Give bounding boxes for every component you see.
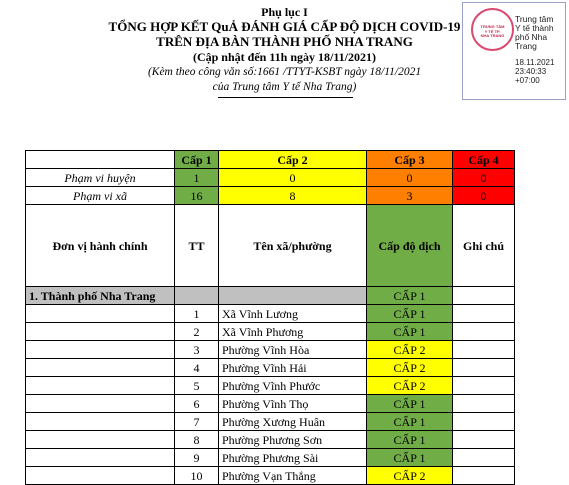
summary-value-level-3: 0	[367, 169, 453, 187]
table-row	[26, 449, 515, 467]
summary-value-level-1: 16	[175, 187, 219, 205]
table-row	[26, 431, 515, 449]
summary-value-level-4: 0	[453, 169, 515, 187]
ward-name-cell: Phường Xương Huân	[219, 413, 367, 431]
reference-line-2: của Trung tâm Y tế Nha Trang)	[212, 81, 357, 93]
section-note	[453, 287, 515, 305]
ward-name-cell: Phường Phương Sài	[219, 449, 367, 467]
unit-cell	[26, 341, 175, 359]
stamp-date: 18.11.2021	[515, 58, 555, 67]
tt-cell: 4	[175, 359, 219, 377]
section-level: CẤP 1	[367, 287, 453, 305]
document-subtitle: TRÊN ĐỊA BÀN THÀNH PHỐ NHA TRANG	[156, 34, 413, 49]
summary-value-level-3: 3	[367, 187, 453, 205]
tt-cell: 5	[175, 377, 219, 395]
ward-name-cell: Phường Phương Sơn	[219, 431, 367, 449]
ward-name-cell: Phường Vĩnh Thọ	[219, 395, 367, 413]
update-note: (Cập nhật đến 11h ngày 18/11/2021)	[192, 50, 377, 64]
ward-name-cell: Phường Vĩnh Phước	[219, 377, 367, 395]
note-cell	[453, 359, 515, 377]
table-row	[26, 413, 515, 431]
tt-cell: 10	[175, 467, 219, 485]
ward-name-cell: Phường Vạn Thắng	[219, 467, 367, 485]
tt-cell: 1	[175, 305, 219, 323]
summary-header-row	[26, 151, 515, 169]
note-cell	[453, 341, 515, 359]
tt-cell: 7	[175, 413, 219, 431]
table-row	[26, 395, 515, 413]
table-row	[26, 305, 515, 323]
stamp-org-line: Trung tâm	[515, 14, 554, 24]
note-cell	[453, 449, 515, 467]
stamp-org-line: Trang	[515, 41, 537, 51]
level-2-header: Cấp 2	[219, 151, 367, 169]
tt-cell: 8	[175, 431, 219, 449]
stamp-timestamp	[515, 58, 567, 85]
unit-cell	[26, 449, 175, 467]
covid-level-table	[25, 150, 515, 485]
appendix-label: Phụ lục I	[261, 5, 308, 19]
level-4-header: Cấp 4	[453, 151, 515, 169]
note-cell	[453, 413, 515, 431]
unit-cell	[26, 359, 175, 377]
level-cell: CẤP 1	[367, 395, 453, 413]
level-1-header: Cấp 1	[175, 151, 219, 169]
section-name: 1. Thành phố Nha Trang	[26, 287, 175, 305]
note-cell	[453, 305, 515, 323]
header-divider	[218, 97, 353, 98]
level-3-header: Cấp 3	[367, 151, 453, 169]
level-cell: CẤP 1	[367, 431, 453, 449]
ward-name-cell: Xã Vĩnh Lương	[219, 305, 367, 323]
summary-row-district	[26, 169, 515, 187]
level-cell: CẤP 2	[367, 467, 453, 485]
unit-cell	[26, 413, 175, 431]
unit-cell	[26, 431, 175, 449]
level-cell: CẤP 1	[367, 323, 453, 341]
level-cell: CẤP 1	[367, 449, 453, 467]
note-cell	[453, 323, 515, 341]
stamp-timezone: +07:00	[515, 76, 540, 85]
column-header-tt: TT	[175, 205, 219, 287]
seal-text: TRUNG TÂM Y TẾ TP. NHA TRANG	[480, 24, 505, 38]
section-ward	[219, 287, 367, 305]
column-header-unit: Đơn vị hành chính	[26, 205, 175, 287]
level-cell: CẤP 2	[367, 341, 453, 359]
section-row	[26, 287, 515, 305]
summary-value-level-2: 8	[219, 187, 367, 205]
unit-cell	[26, 377, 175, 395]
level-cell: CẤP 2	[367, 359, 453, 377]
document-title: TỔNG HỢP KẾT QuẢ ĐÁNH GIÁ CẤP ĐỘ DỊCH COVID-19	[108, 19, 461, 34]
unit-cell	[26, 395, 175, 413]
stamp-org-line: phố Nha	[515, 32, 548, 42]
tt-cell: 2	[175, 323, 219, 341]
summary-row-commune	[26, 187, 515, 205]
tt-cell: 3	[175, 341, 219, 359]
summary-row-label: Phạm vi huyện	[26, 169, 175, 187]
ward-name-cell: Phường Vĩnh Hải	[219, 359, 367, 377]
table-row	[26, 377, 515, 395]
section-tt	[175, 287, 219, 305]
unit-cell	[26, 305, 175, 323]
reference-line-1: (Kèm theo công văn số:1661 /TTYT-KSBT ngày 18/11/2021	[147, 66, 422, 78]
stamp-org-line: Y tế thành	[515, 23, 554, 33]
stamp-org	[515, 15, 567, 51]
summary-value-level-1: 1	[175, 169, 219, 187]
table-row	[26, 323, 515, 341]
note-cell	[453, 395, 515, 413]
column-header-row	[26, 205, 515, 287]
summary-corner-cell	[26, 151, 175, 169]
stamp-time: 23:40:33	[515, 67, 547, 76]
summary-value-level-2: 0	[219, 169, 367, 187]
summary-row-label: Phạm vi xã	[26, 187, 175, 205]
column-header-level: Cấp độ dịch	[367, 205, 453, 287]
tt-cell: 6	[175, 395, 219, 413]
digital-signature-stamp	[462, 2, 566, 100]
unit-cell	[26, 323, 175, 341]
column-header-name: Tên xã/phường	[219, 205, 367, 287]
table-row	[26, 359, 515, 377]
tt-cell: 9	[175, 449, 219, 467]
column-header-note: Ghi chú	[453, 205, 515, 287]
summary-value-level-4: 0	[453, 187, 515, 205]
note-cell	[453, 431, 515, 449]
ward-name-cell: Phường Vĩnh Hòa	[219, 341, 367, 359]
ward-name-cell: Xã Vĩnh Phương	[219, 323, 367, 341]
level-cell: CẤP 1	[367, 305, 453, 323]
level-cell: CẤP 2	[367, 377, 453, 395]
table-row	[26, 341, 515, 359]
seal-icon	[471, 8, 514, 51]
level-cell: CẤP 1	[367, 413, 453, 431]
note-cell	[453, 377, 515, 395]
